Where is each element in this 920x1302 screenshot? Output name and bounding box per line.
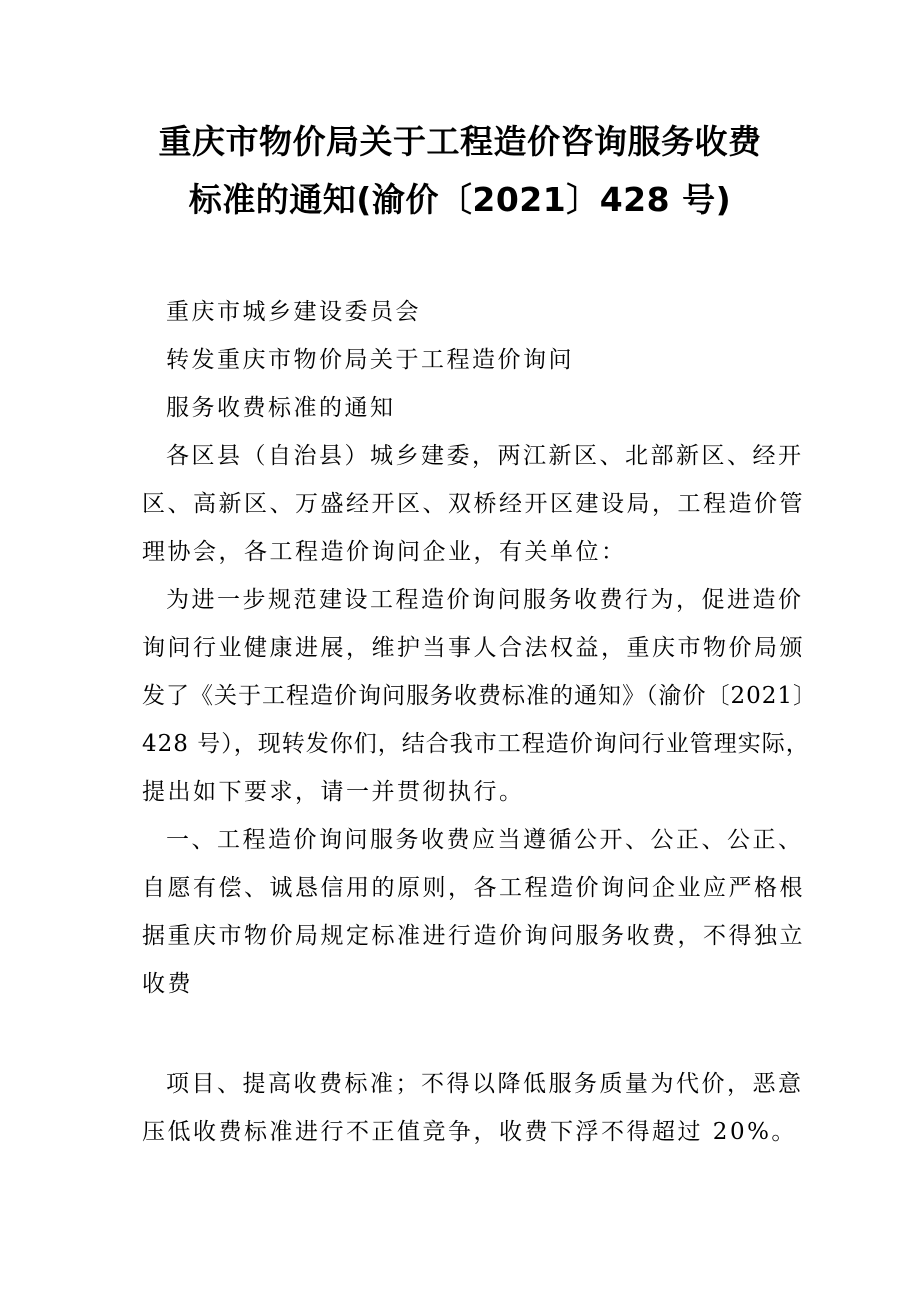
document-title-line-2: 标准的通知(渝价〔2021〕428 号)	[188, 180, 732, 219]
recipients-line-1: 各区县（自治县）城乡建委，两江新区、北部新区、经开	[166, 443, 804, 469]
paragraph-3-line-2: 压低收费标准进行不正值竞争，收费下浮不得超过 20%。	[142, 1119, 797, 1145]
paragraph-2-line-2: 自愿有偿、诚恳信用的原则，各工程造价询问企业应严格根	[142, 875, 805, 901]
paragraph-1-line-3: 发了《关于工程造价询问服务收费标准的通知》（渝价〔2021〕	[142, 683, 818, 709]
recipients-line-2: 区、高新区、万盛经开区、双桥经开区建设局，工程造价管	[142, 491, 805, 517]
paragraph-1-line-2: 询问行业健康进展，维护当事人合法权益，重庆市物价局颁	[142, 635, 805, 661]
issuer-line: 重庆市城乡建设委员会	[166, 299, 421, 325]
paragraph-1-line-1: 为进一步规范建设工程造价询问服务收费行为，促进造价	[166, 587, 804, 613]
recipients-line-3: 理协会，各工程造价询问企业，有关单位：	[142, 539, 627, 565]
paragraph-2-line-4: 收费	[142, 971, 193, 997]
subject-line-2: 服务收费标准的通知	[166, 395, 396, 421]
paragraph-1-line-4: 428 号），现转发你们，结合我市工程造价询问行业管理实际，	[142, 731, 810, 757]
document-title-line-1: 重庆市物价局关于工程造价咨询服务收费	[158, 122, 762, 161]
subject-line-1: 转发重庆市物价局关于工程造价询问	[166, 347, 574, 373]
paragraph-2-line-1: 一、工程造价询问服务收费应当遵循公开、公正、公正、	[166, 827, 804, 853]
paragraph-1-line-5: 提出如下要求，请一并贯彻执行。	[142, 779, 525, 805]
paragraph-2-line-3: 据重庆市物价局规定标准进行造价询问服务收费，不得独立	[142, 923, 805, 949]
paragraph-3-line-1: 项目、提高收费标准；不得以降低服务质量为代价，恶意	[166, 1071, 804, 1097]
